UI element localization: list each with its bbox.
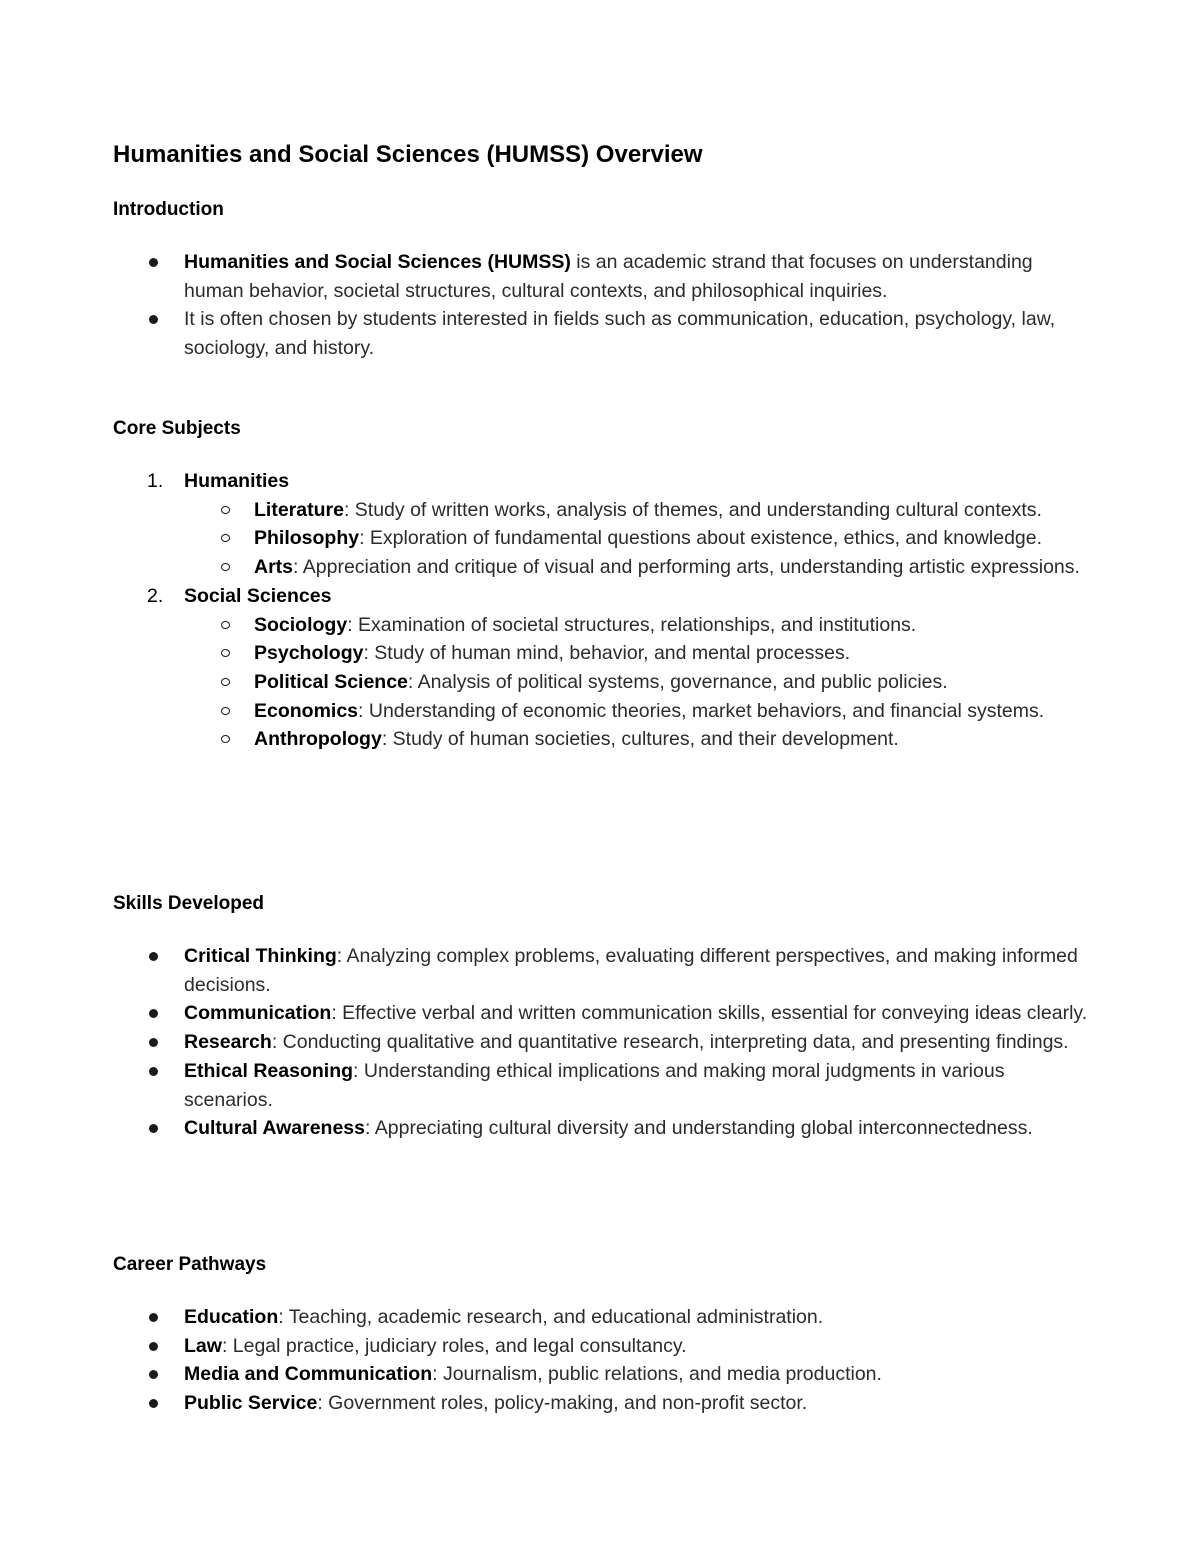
hollow-bullet-icon <box>221 563 230 571</box>
item-term: Cultural Awareness <box>184 1117 365 1140</box>
sub-list-item <box>0 524 1094 553</box>
item-text: : Journalism, public relations, and media production. <box>432 1363 882 1386</box>
bullet-icon <box>149 952 158 961</box>
hollow-bullet-icon <box>221 506 230 514</box>
item-term: Research <box>184 1031 272 1054</box>
item-term: Arts <box>254 556 294 579</box>
list-item <box>0 1303 1094 1332</box>
item-text: : Effective verbal and written communication skills, essential for conveying ideas clearly. <box>331 1002 1088 1025</box>
bullet-icon <box>149 1124 158 1133</box>
item-text: It is often chosen by students interested in fields such as communication, education, psychology, law, sociology, and history. <box>184 308 1056 360</box>
item-term: Education <box>184 1306 279 1328</box>
item-text: : Exploration of fundamental questions about existence, ethics, and knowledge. <box>359 527 1043 550</box>
sub-list-item <box>0 725 1094 754</box>
subject-group-humanities <box>0 467 1094 582</box>
item-term: Literature <box>254 498 344 521</box>
careers-list <box>0 1303 1200 1418</box>
sub-list-item <box>0 639 1094 668</box>
hollow-bullet-icon <box>221 707 230 715</box>
skills-heading: Skills Developed <box>113 893 265 914</box>
item-term: Communication <box>184 1002 332 1025</box>
sub-list-item <box>0 611 1094 640</box>
introduction-list <box>0 248 1200 363</box>
item-term: Anthropology <box>254 728 382 751</box>
list-number: 2. <box>147 584 164 607</box>
item-term: Sociology <box>254 613 348 636</box>
subject-group-title: Humanities <box>184 470 290 492</box>
subject-group-social-sciences <box>0 582 1094 754</box>
item-text: : Study of human societies, cultures, and their development. <box>381 728 899 751</box>
subject-group-title: Social Sciences <box>184 584 332 607</box>
item-text: : Appreciating cultural diversity and understanding global interconnectedness. <box>364 1117 1033 1140</box>
item-text: : Government roles, policy-making, and non-profit sector. <box>317 1392 808 1415</box>
list-item <box>0 1114 1094 1143</box>
item-text: : Analyzing complex problems, evaluating different perspectives, and making informed decisions. <box>184 945 1078 996</box>
item-text: : Conducting qualitative and quantitative research, interpreting data, and presenting findings. <box>271 1031 1069 1054</box>
list-item <box>0 1389 1094 1418</box>
bullet-icon <box>149 1038 158 1047</box>
introduction-heading: Introduction <box>113 199 224 220</box>
sub-list-item <box>0 496 1094 525</box>
item-text: : Understanding of economic theories, market behaviors, and financial systems. <box>358 699 1045 722</box>
document-title: Humanities and Social Sciences (HUMSS) Overview <box>113 141 703 168</box>
item-text: : Analysis of political systems, governance, and public policies. <box>407 670 948 693</box>
list-item <box>0 1057 1094 1114</box>
bullet-icon <box>149 315 158 324</box>
careers-heading: Career Pathways <box>113 1254 267 1275</box>
item-text: : Study of human mind, behavior, and mental processes. <box>363 642 851 665</box>
bullet-icon <box>149 1342 158 1351</box>
hollow-bullet-icon <box>221 735 230 743</box>
list-item <box>0 942 1094 999</box>
item-term: Public Service <box>184 1392 318 1415</box>
sub-list-item <box>0 697 1094 726</box>
item-term: Political Science <box>254 670 408 693</box>
bullet-icon <box>149 258 158 267</box>
list-item <box>0 999 1094 1028</box>
core-subjects-list <box>0 467 1200 754</box>
hollow-bullet-icon <box>221 534 230 542</box>
item-term: Ethical Reasoning <box>184 1059 354 1082</box>
item-term: Psychology <box>254 642 364 665</box>
hollow-bullet-icon <box>221 678 230 686</box>
sub-list-item <box>0 668 1094 697</box>
item-text: : Teaching, academic research, and educational administration. <box>278 1306 824 1328</box>
item-term: Economics <box>254 699 359 722</box>
list-number: 1. <box>147 470 164 492</box>
item-term: Humanities and Social Sciences (HUMSS) <box>184 251 571 273</box>
bullet-icon <box>149 1067 158 1076</box>
item-text: : Legal practice, judiciary roles, and legal consultancy. <box>221 1334 687 1357</box>
skills-list <box>0 942 1200 1143</box>
humanities-sub-list <box>184 496 1094 582</box>
list-item <box>0 1360 1094 1389</box>
item-term: Critical Thinking <box>184 945 337 967</box>
item-text: : Examination of societal structures, relationships, and institutions. <box>347 613 917 636</box>
core-subjects-heading: Core Subjects <box>113 418 241 439</box>
hollow-bullet-icon <box>221 649 230 657</box>
sub-list-item <box>0 553 1094 582</box>
bullet-icon <box>149 1009 158 1018</box>
list-item <box>0 248 1094 305</box>
bullet-icon <box>149 1313 158 1322</box>
list-item <box>0 1028 1094 1057</box>
item-term: Law <box>184 1334 222 1357</box>
item-text: : Understanding ethical implications and making moral judgments in various scenarios. <box>184 1059 1005 1111</box>
list-item <box>0 305 1094 362</box>
hollow-bullet-icon <box>221 621 230 629</box>
item-text: : Appreciation and critique of visual and performing arts, understanding artistic expressions. <box>293 556 1080 579</box>
list-item <box>0 1332 1094 1361</box>
bullet-icon <box>149 1399 158 1408</box>
item-text: : Study of written works, analysis of themes, and understanding cultural contexts. <box>343 498 1042 521</box>
social-sciences-sub-list <box>184 611 1094 755</box>
item-term: Philosophy <box>254 527 360 550</box>
item-text: is an academic strand that focuses on understanding human behavior, societal structures, cultural contexts, and philosophical inquiries. <box>184 251 1033 302</box>
bullet-icon <box>149 1370 158 1379</box>
item-term: Media and Communication <box>184 1363 433 1386</box>
